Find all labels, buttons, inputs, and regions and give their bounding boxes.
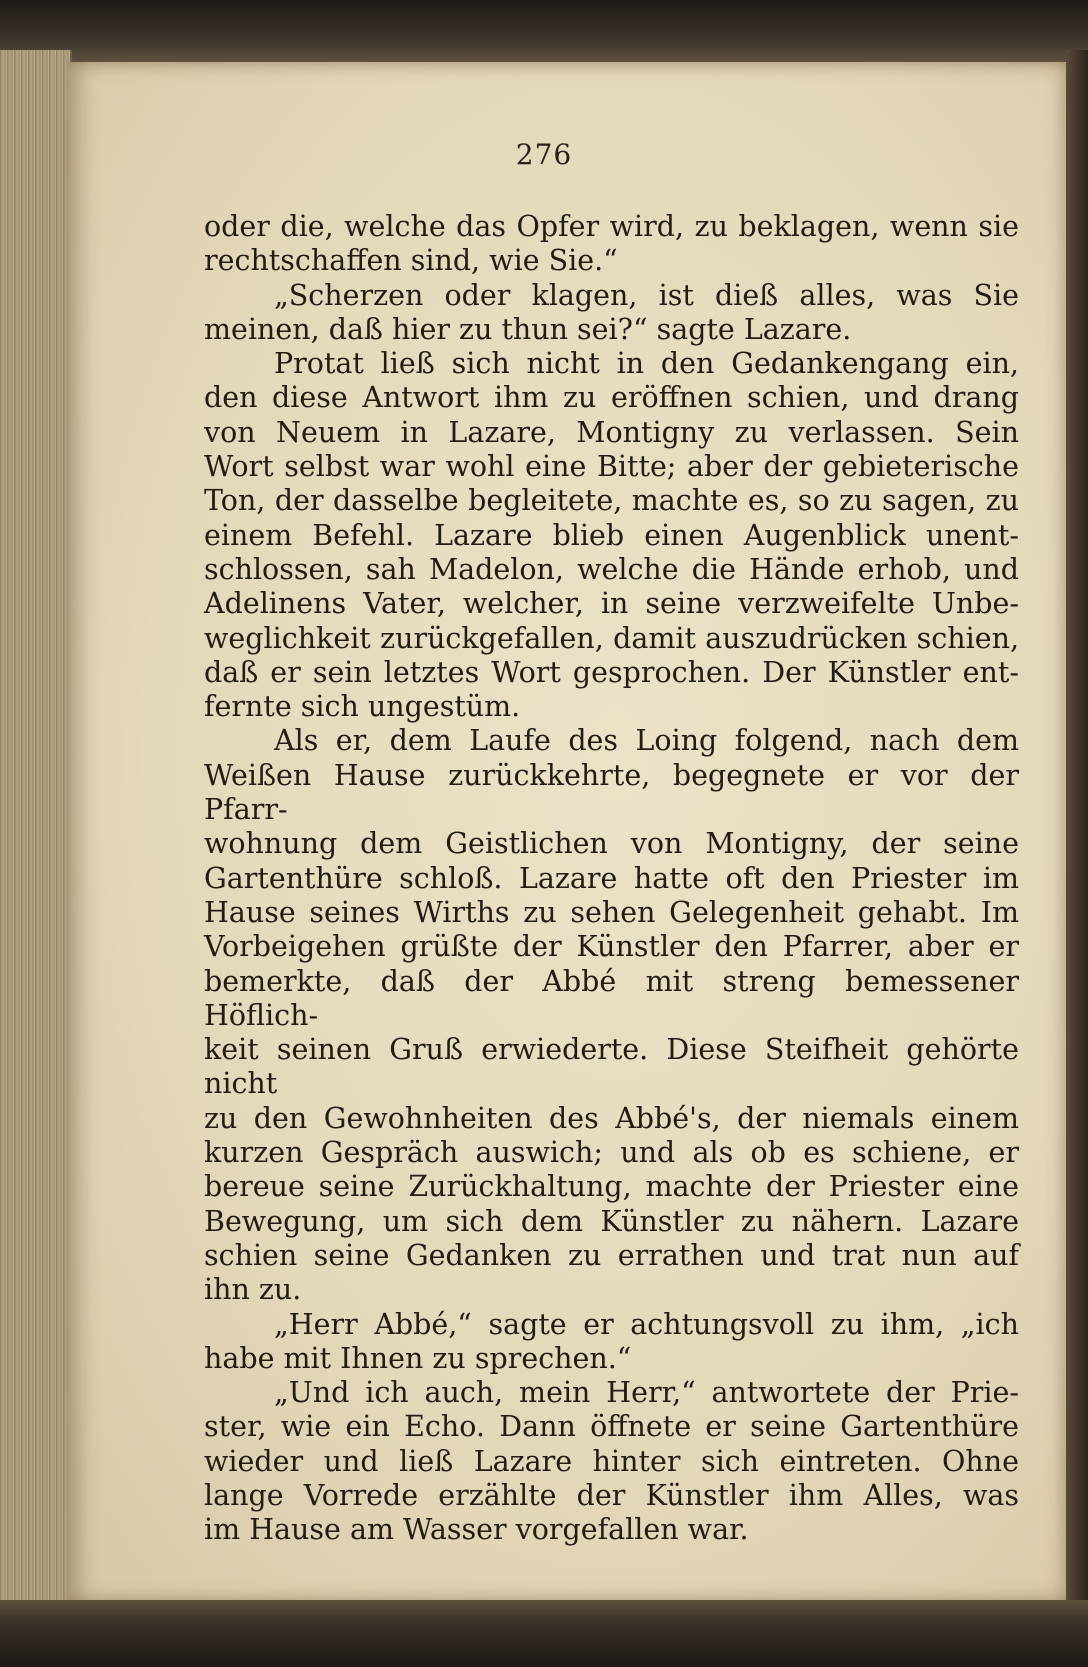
text-line: Gartenthüre schloß. Lazare hatte oft den Priester im (204, 861, 1019, 895)
body-text (204, 210, 1019, 1548)
book-cover-top (0, 0, 1088, 70)
text-line: den diese Antwort ihm zu eröffnen schien, und drang (204, 381, 1019, 415)
paragraph (204, 347, 1019, 724)
text-line: weglichkeit zurückgefallen, damit auszudrücken schien, (204, 621, 1019, 655)
paragraph (204, 1376, 1019, 1547)
text-line: bemerkte, daß der Abbé mit streng bemessener Höflich- (204, 964, 1019, 1032)
text-line: „Und ich auch, mein Herr,“ antwortete der Prie- (274, 1376, 1019, 1410)
text-line: schlossen, sah Madelon, welche die Hände erhob, und (204, 552, 1019, 586)
text-line: kurzen Gespräch auswich; und als ob es schiene, er (204, 1136, 1019, 1170)
book-cover-bottom (0, 1600, 1088, 1667)
text-line: von Neuem in Lazare, Montigny zu verlassen. Sein (204, 415, 1019, 449)
text-line: rechtschaffen sind, wie Sie.“ (204, 244, 618, 278)
text-line: „Herr Abbé,“ sagte er achtungsvoll zu ihm, „ich (274, 1307, 1019, 1341)
text-line: Weißen Hause zurückkehrte, begegnete er vor der Pfarr- (204, 758, 1019, 827)
text-line: wohnung dem Geistlichen von Montigny, der seine (204, 827, 1019, 861)
paragraph (204, 210, 1019, 279)
text-line: schien seine Gedanken zu errathen und trat nun auf (204, 1238, 1019, 1272)
page-number: 276 (515, 138, 573, 171)
paragraph (204, 724, 1019, 1307)
text-line: „Scherzen oder klagen, ist dieß alles, was Sie (274, 278, 1019, 312)
text-line: zu den Gewohnheiten des Abbé's, der niemals einem (204, 1101, 1019, 1135)
text-line: oder die, welche das Opfer wird, zu beklagen, wenn sie (204, 210, 1019, 243)
text-line: Ton, der dasselbe begleitete, machte es, so zu sagen, zu (204, 484, 1019, 518)
text-line: Als er, dem Laufe des Loing folgend, nach dem (274, 724, 1019, 758)
text-line: Hause seines Wirths zu sehen Gelegenheit gehabt. Im (204, 895, 1019, 929)
text-line: ihn zu. (204, 1273, 302, 1307)
text-line: Wort selbst war wohl eine Bitte; aber der gebieterische (204, 450, 1019, 484)
text-line: lange Vorrede erzählte der Künstler ihm Alles, was (204, 1478, 1019, 1512)
text-line: Protat ließ sich nicht in den Gedankengang ein, (274, 347, 1019, 381)
text-line: habe mit Ihnen zu sprechen.“ (204, 1341, 632, 1375)
text-line: einem Befehl. Lazare blieb einen Augenblick unent- (204, 518, 1019, 552)
text-line: daß er sein letztes Wort gesprochen. Der Künstler ent- (204, 655, 1019, 689)
text-line: meinen, daß hier zu thun sei?“ sagte Lazare. (204, 312, 852, 346)
text-line: Adelinens Vater, welcher, in seine verzweifelte Unbe- (204, 587, 1019, 621)
text-line: Vorbeigehen grüßte der Künstler den Pfarrer, aber er (204, 930, 1019, 964)
text-line: keit seinen Gruß erwiederte. Diese Steifheit gehörte nicht (204, 1033, 1019, 1101)
paragraph (204, 279, 1019, 348)
paragraph (204, 1308, 1019, 1377)
text-line: fernte sich ungestüm. (204, 690, 521, 724)
text-line: ster, wie ein Echo. Dann öffnete er seine Gartenthüre (204, 1410, 1019, 1444)
book-cover-right (1066, 50, 1088, 1610)
text-line: bereue seine Zurückhaltung, machte der Priester eine (204, 1170, 1019, 1204)
page-edges-left (0, 50, 72, 1610)
text-line: wieder und ließ Lazare hinter sich eintreten. Ohne (204, 1444, 1019, 1478)
text-line: Bewegung, um sich dem Künstler zu nähern. Lazare (204, 1204, 1019, 1238)
text-line: im Hause am Wasser vorgefallen war. (204, 1513, 749, 1547)
